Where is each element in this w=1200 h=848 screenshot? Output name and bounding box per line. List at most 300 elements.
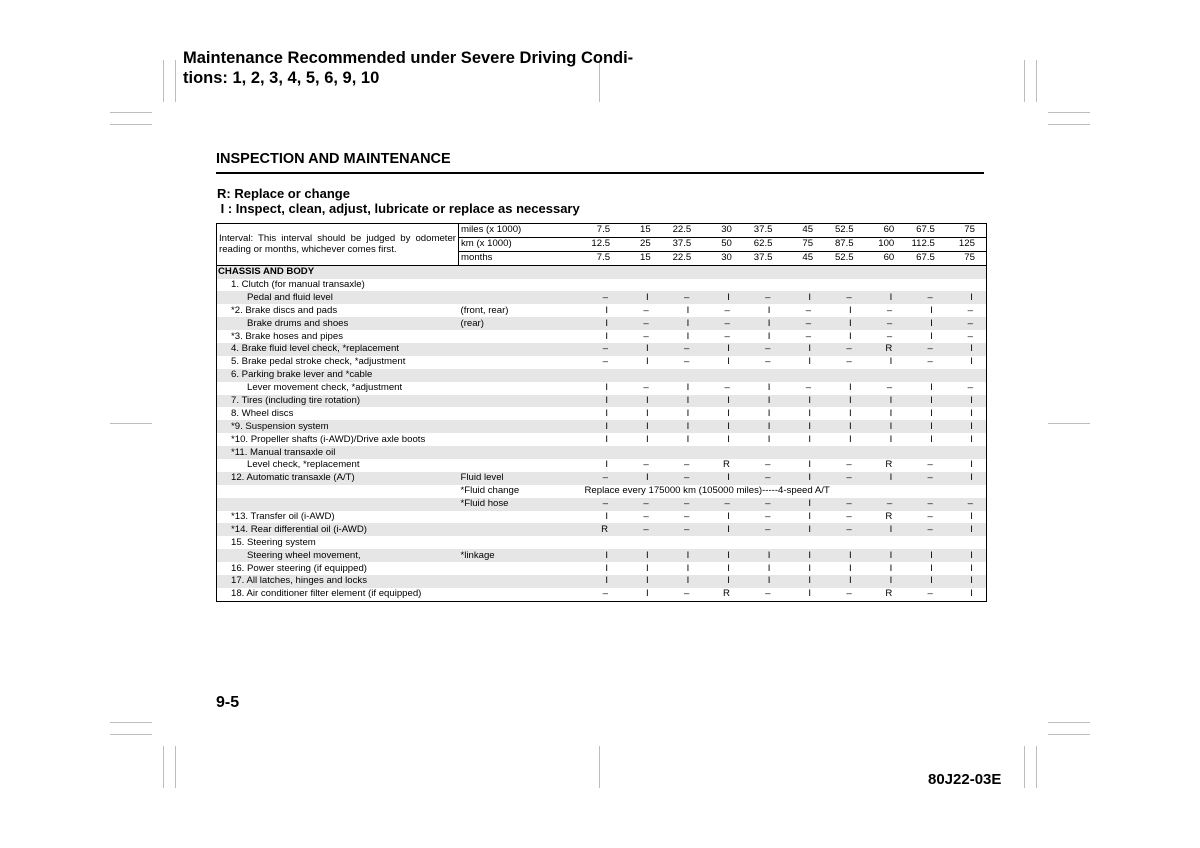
- schedule-mark: I: [905, 317, 946, 330]
- schedule-mark: –: [643, 382, 649, 394]
- interval-value: 15: [621, 251, 662, 265]
- item-name: [217, 485, 459, 498]
- item-name: 12. Automatic transaxle (A/T): [217, 472, 459, 485]
- item-detail: *Fluid hose: [459, 498, 581, 511]
- schedule-mark: I: [865, 549, 906, 562]
- schedule-mark: I: [905, 395, 946, 408]
- table-row: [217, 356, 987, 369]
- schedule-mark: I: [970, 588, 973, 600]
- schedule-mark: I: [970, 459, 973, 471]
- interval-value: 75: [946, 224, 987, 238]
- schedule-mark: [621, 536, 662, 549]
- item-name: Brake drums and shoes: [217, 317, 459, 330]
- schedule-mark: I: [767, 330, 771, 342]
- schedule-mark: –: [783, 317, 824, 330]
- schedule-mark: –: [743, 472, 784, 485]
- schedule-mark: –: [905, 343, 946, 356]
- schedule-mark: –: [967, 382, 973, 394]
- schedule-mark: R: [885, 511, 893, 523]
- schedule-mark: [702, 279, 743, 292]
- schedule-mark: R: [722, 588, 730, 600]
- schedule-mark: I: [621, 291, 662, 304]
- schedule-mark: [743, 536, 784, 549]
- schedule-mark: –: [602, 588, 609, 600]
- item-name: 17. All latches, hinges and locks: [217, 575, 459, 588]
- interval-value: 45: [783, 224, 824, 238]
- schedule-mark: I: [824, 317, 865, 330]
- item-name: 18. Air conditioner filter element (if equipped): [231, 588, 422, 600]
- schedule-mark: I: [865, 472, 906, 485]
- item-name: 6. Parking brake lever and *cable: [217, 369, 459, 382]
- schedule-mark: I: [783, 420, 824, 433]
- schedule-mark: –: [846, 588, 852, 600]
- schedule-mark: I: [767, 382, 771, 394]
- item-detail: [459, 395, 581, 408]
- schedule-mark: I: [808, 433, 812, 445]
- schedule-mark: I: [727, 356, 730, 368]
- interval-value: 60: [865, 224, 906, 238]
- table-row: [217, 304, 987, 317]
- schedule-mark: [702, 265, 743, 278]
- schedule-mark: I: [605, 304, 609, 316]
- schedule-mark: [743, 369, 784, 382]
- item-name: 15. Steering system: [231, 536, 316, 548]
- schedule-mark: I: [581, 575, 622, 588]
- table-row: [217, 330, 987, 343]
- interval-value: 60: [865, 251, 906, 265]
- table-row: [217, 395, 987, 408]
- interval-value: 87.5: [824, 237, 865, 251]
- schedule-mark: I: [946, 395, 987, 408]
- interval-value: 62.5: [743, 237, 784, 251]
- schedule-mark: –: [765, 459, 771, 471]
- schedule-mark: [581, 446, 622, 459]
- schedule-mark: I: [646, 356, 649, 368]
- table-row: [217, 485, 987, 498]
- schedule-mark: –: [581, 291, 622, 304]
- schedule-mark: [581, 369, 622, 382]
- interval-value: 22.5: [662, 224, 703, 238]
- schedule-mark: I: [621, 549, 662, 562]
- schedule-mark: I: [824, 395, 865, 408]
- interval-value: 25: [621, 237, 662, 251]
- table-row: [217, 562, 987, 575]
- schedule-mark: –: [886, 304, 893, 316]
- item-name: Pedal and fluid level: [217, 291, 459, 304]
- legend: [217, 186, 580, 216]
- schedule-mark: –: [886, 330, 893, 342]
- schedule-mark: –: [824, 523, 865, 536]
- schedule-mark: R: [722, 459, 730, 471]
- schedule-mark: I: [783, 575, 824, 588]
- table-row: [217, 420, 987, 433]
- schedule-mark: –: [905, 291, 946, 304]
- interval-header-row: [217, 224, 987, 238]
- schedule-mark: [946, 536, 987, 549]
- item-detail: [459, 588, 581, 601]
- schedule-mark: I: [946, 291, 987, 304]
- schedule-mark: –: [581, 343, 622, 356]
- schedule-mark: [581, 279, 622, 292]
- schedule-mark: –: [743, 523, 784, 536]
- interval-unit: km (x 1000): [459, 237, 581, 251]
- schedule-mark: [581, 536, 622, 549]
- table-row: [217, 369, 987, 382]
- schedule-mark: [783, 265, 824, 278]
- document-code: 80J22-03E: [928, 771, 1002, 788]
- item-detail: [459, 562, 581, 575]
- interval-unit: miles (x 1000): [459, 224, 581, 238]
- table-body: [217, 224, 987, 602]
- crop-mark: [163, 60, 164, 102]
- interval-value: 75: [783, 237, 824, 251]
- schedule-mark: [702, 446, 743, 459]
- schedule-mark: I: [783, 549, 824, 562]
- interval-value: 112.5: [905, 237, 946, 251]
- item-name: *13. Transfer oil (i-AWD): [231, 511, 335, 523]
- schedule-mark: –: [967, 304, 973, 316]
- schedule-mark: –: [581, 472, 622, 485]
- schedule-mark: I: [605, 562, 609, 574]
- page-heading-line-2: tions: 1, 2, 3, 4, 5, 6, 9, 10: [183, 69, 380, 87]
- schedule-mark: –: [683, 588, 690, 600]
- item-detail: (rear): [459, 317, 581, 330]
- item-name: *9. Suspension system: [217, 420, 459, 433]
- item-detail: [459, 279, 581, 292]
- schedule-mark: [621, 446, 662, 459]
- schedule-mark: –: [824, 498, 865, 511]
- schedule-mark: [824, 446, 865, 459]
- schedule-mark: I: [702, 395, 743, 408]
- schedule-mark: I: [930, 382, 933, 394]
- schedule-mark: I: [783, 498, 824, 511]
- crop-mark: [110, 124, 152, 125]
- table-row: [217, 343, 987, 356]
- item-detail: [459, 511, 581, 524]
- item-detail: *Fluid change: [460, 485, 520, 497]
- schedule-mark: –: [805, 382, 812, 394]
- item-name: 1. Clutch (for manual transaxle): [231, 279, 365, 290]
- schedule-mark: [905, 265, 946, 278]
- legend-replace: R: Replace or change: [217, 186, 350, 201]
- schedule-mark: –: [846, 356, 852, 368]
- schedule-mark: I: [930, 304, 933, 316]
- schedule-mark: –: [946, 317, 987, 330]
- crop-mark: [163, 746, 164, 788]
- schedule-mark: –: [662, 472, 703, 485]
- item-detail: *linkage: [459, 549, 581, 562]
- schedule-mark: [865, 265, 906, 278]
- schedule-mark: I: [783, 523, 824, 536]
- section-divider: [216, 172, 984, 174]
- schedule-mark: –: [905, 472, 946, 485]
- table-row: [217, 472, 987, 485]
- schedule-mark: R: [865, 343, 906, 356]
- crop-mark: [110, 722, 152, 723]
- item-name: *10. Propeller shafts (i-AWD)/Drive axle boots: [231, 433, 426, 445]
- interval-value: 30: [702, 224, 743, 238]
- schedule-mark: I: [686, 330, 690, 342]
- schedule-mark: –: [621, 498, 662, 511]
- crop-mark: [1036, 746, 1037, 788]
- schedule-mark: –: [581, 498, 622, 511]
- schedule-mark: I: [743, 549, 784, 562]
- schedule-mark: I: [646, 407, 649, 419]
- legend-inspect: I : Inspect, clean, adjust, lubricate or replace as necessary: [217, 201, 580, 216]
- schedule-mark: I: [946, 420, 987, 433]
- table-row: [217, 523, 987, 536]
- table-row: [217, 498, 987, 511]
- schedule-mark: I: [646, 562, 649, 574]
- schedule-mark: –: [724, 382, 730, 394]
- schedule-mark: [824, 265, 865, 278]
- schedule-mark: I: [848, 407, 852, 419]
- schedule-mark: [865, 446, 906, 459]
- schedule-mark: I: [824, 549, 865, 562]
- schedule-mark: –: [824, 472, 865, 485]
- schedule-mark: –: [927, 356, 933, 368]
- table-row: [217, 446, 987, 459]
- schedule-mark: I: [581, 395, 622, 408]
- schedule-mark: [702, 536, 743, 549]
- schedule-mark: [824, 369, 865, 382]
- interval-value: 45: [783, 251, 824, 265]
- schedule-mark: I: [702, 343, 743, 356]
- interval-value: 67.5: [905, 251, 946, 265]
- interval-value: 37.5: [662, 237, 703, 251]
- schedule-mark: I: [783, 343, 824, 356]
- schedule-mark: I: [621, 395, 662, 408]
- item-detail: [459, 420, 581, 433]
- schedule-mark: I: [581, 317, 622, 330]
- schedule-mark: I: [605, 459, 609, 471]
- schedule-mark: I: [727, 562, 730, 574]
- schedule-mark: –: [683, 459, 690, 471]
- item-name: Steering wheel movement,: [217, 549, 459, 562]
- schedule-mark: –: [662, 343, 703, 356]
- schedule-mark: –: [662, 523, 703, 536]
- item-note: Replace every 175000 km (105000 miles)-----4-speed A/T: [584, 485, 830, 497]
- schedule-mark: [783, 279, 824, 292]
- schedule-mark: –: [621, 523, 662, 536]
- item-name: [217, 498, 459, 511]
- schedule-mark: [662, 279, 703, 292]
- schedule-mark: I: [727, 433, 730, 445]
- item-detail: [459, 265, 581, 278]
- item-detail: [459, 330, 581, 343]
- schedule-mark: I: [808, 511, 812, 523]
- schedule-mark: I: [605, 407, 609, 419]
- crop-mark: [110, 423, 152, 424]
- schedule-mark: –: [643, 330, 649, 342]
- crop-mark: [1048, 124, 1090, 125]
- schedule-mark: –: [946, 498, 987, 511]
- schedule-mark: I: [865, 291, 906, 304]
- interval-value: 12.5: [581, 237, 622, 251]
- item-detail: [459, 382, 581, 395]
- item-detail: [459, 536, 581, 549]
- schedule-mark: I: [702, 472, 743, 485]
- schedule-mark: I: [970, 511, 973, 523]
- schedule-mark: [946, 279, 987, 292]
- table-row: [217, 588, 987, 601]
- schedule-mark: I: [865, 575, 906, 588]
- schedule-mark: I: [808, 356, 812, 368]
- schedule-mark: I: [848, 562, 852, 574]
- interval-value: 37.5: [743, 224, 784, 238]
- schedule-mark: –: [846, 459, 852, 471]
- interval-value: 7.5: [581, 251, 622, 265]
- schedule-mark: I: [702, 575, 743, 588]
- table-row: [217, 459, 987, 472]
- schedule-mark: [662, 265, 703, 278]
- schedule-mark: [824, 279, 865, 292]
- item-detail: (front, rear): [460, 304, 509, 316]
- schedule-mark: –: [643, 459, 649, 471]
- schedule-mark: I: [605, 511, 609, 523]
- schedule-mark: I: [889, 433, 893, 445]
- item-name: *11. Manual transaxle oil: [217, 446, 459, 459]
- schedule-mark: –: [743, 498, 784, 511]
- item-detail: [459, 446, 581, 459]
- schedule-mark: –: [865, 317, 906, 330]
- schedule-mark: I: [621, 472, 662, 485]
- interval-value: 30: [702, 251, 743, 265]
- schedule-mark: [946, 446, 987, 459]
- schedule-mark: I: [743, 317, 784, 330]
- schedule-mark: I: [848, 382, 852, 394]
- schedule-mark: I: [946, 523, 987, 536]
- schedule-mark: –: [643, 511, 649, 523]
- schedule-mark: –: [927, 459, 933, 471]
- crop-mark: [110, 112, 152, 113]
- schedule-mark: I: [743, 575, 784, 588]
- item-detail: [459, 575, 581, 588]
- schedule-mark: I: [865, 420, 906, 433]
- schedule-mark: I: [808, 588, 812, 600]
- crop-mark: [1024, 60, 1025, 102]
- schedule-mark: I: [767, 433, 771, 445]
- schedule-mark: [905, 279, 946, 292]
- schedule-mark: I: [970, 562, 973, 574]
- schedule-mark: [946, 265, 987, 278]
- schedule-mark: I: [727, 511, 730, 523]
- crop-mark: [1048, 423, 1090, 424]
- schedule-mark: –: [805, 330, 812, 342]
- schedule-mark: [865, 536, 906, 549]
- schedule-mark: I: [970, 356, 973, 368]
- schedule-mark: I: [662, 575, 703, 588]
- schedule-mark: [865, 369, 906, 382]
- interval-value: 22.5: [662, 251, 703, 265]
- schedule-mark: I: [702, 523, 743, 536]
- page-heading: [183, 48, 633, 88]
- interval-value: 7.5: [581, 224, 622, 238]
- schedule-mark: –: [927, 511, 933, 523]
- schedule-mark: I: [702, 420, 743, 433]
- schedule-mark: [621, 265, 662, 278]
- schedule-mark: I: [848, 330, 852, 342]
- item-detail: [459, 433, 581, 446]
- schedule-mark: –: [765, 511, 771, 523]
- crop-mark: [1036, 60, 1037, 102]
- schedule-mark: I: [743, 395, 784, 408]
- schedule-mark: –: [905, 498, 946, 511]
- schedule-mark: I: [686, 407, 690, 419]
- schedule-mark: I: [605, 382, 609, 394]
- schedule-mark: –: [824, 291, 865, 304]
- schedule-mark: I: [686, 304, 690, 316]
- schedule-mark: I: [930, 407, 933, 419]
- table-row: [217, 433, 987, 446]
- schedule-mark: [621, 369, 662, 382]
- item-detail: [459, 369, 581, 382]
- schedule-mark: –: [702, 317, 743, 330]
- interval-value: 67.5: [905, 224, 946, 238]
- schedule-mark: I: [686, 562, 690, 574]
- schedule-mark: I: [930, 433, 933, 445]
- table-row: [217, 291, 987, 304]
- schedule-mark: [783, 369, 824, 382]
- interval-value: 75: [946, 251, 987, 265]
- schedule-mark: –: [662, 291, 703, 304]
- crop-mark: [1048, 734, 1090, 735]
- schedule-mark: R: [885, 588, 893, 600]
- item-name: *14. Rear differential oil (i-AWD): [217, 523, 459, 536]
- schedule-mark: I: [783, 472, 824, 485]
- schedule-mark: I: [783, 395, 824, 408]
- item-detail: Fluid level: [459, 472, 581, 485]
- item-detail: [459, 459, 581, 472]
- table-row: [217, 549, 987, 562]
- schedule-mark: [702, 369, 743, 382]
- schedule-mark: I: [662, 395, 703, 408]
- crop-mark: [175, 60, 176, 102]
- item-detail: [459, 343, 581, 356]
- interval-value: 15: [621, 224, 662, 238]
- schedule-mark: –: [724, 330, 730, 342]
- schedule-mark: I: [621, 343, 662, 356]
- item-name: 16. Power steering (if equipped): [231, 562, 367, 574]
- schedule-mark: I: [702, 549, 743, 562]
- crop-mark: [1048, 112, 1090, 113]
- schedule-mark: I: [946, 343, 987, 356]
- item-detail: [459, 356, 581, 369]
- schedule-mark: –: [765, 356, 771, 368]
- schedule-mark: I: [783, 291, 824, 304]
- schedule-mark: –: [805, 304, 812, 316]
- table-row: [217, 382, 987, 395]
- schedule-mark: I: [581, 549, 622, 562]
- schedule-mark: I: [605, 330, 609, 342]
- schedule-mark: I: [946, 549, 987, 562]
- schedule-mark: –: [886, 382, 893, 394]
- schedule-mark: I: [889, 562, 893, 574]
- schedule-mark: [662, 446, 703, 459]
- schedule-mark: I: [970, 407, 973, 419]
- schedule-mark: –: [967, 330, 973, 342]
- category-row: [217, 265, 987, 278]
- schedule-mark: I: [848, 433, 852, 445]
- schedule-mark: I: [727, 407, 730, 419]
- schedule-mark: [946, 369, 987, 382]
- crop-mark: [1024, 746, 1025, 788]
- schedule-mark: –: [683, 511, 690, 523]
- item-detail: [459, 523, 581, 536]
- schedule-mark: –: [683, 356, 690, 368]
- schedule-mark: I: [743, 420, 784, 433]
- schedule-mark: I: [905, 575, 946, 588]
